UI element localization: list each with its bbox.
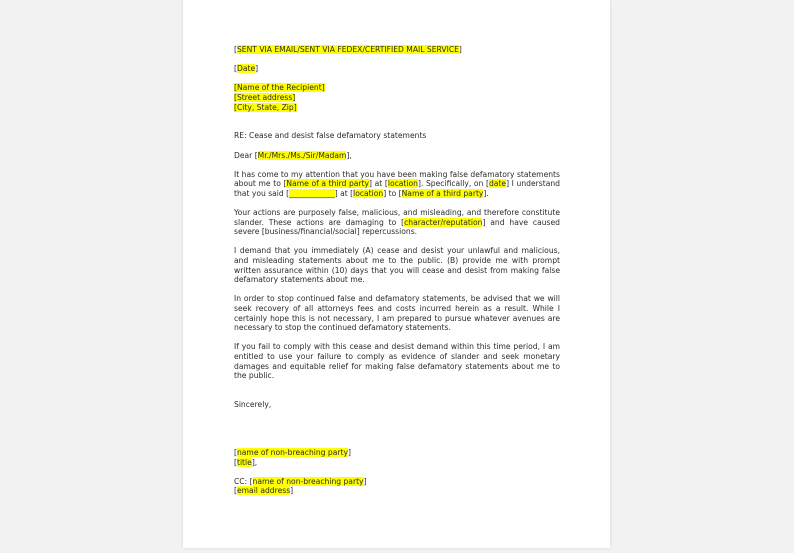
statement-blank-field: ____________ [289, 188, 335, 198]
paragraph-4: In order to stop continued false and defamatory statements, be advised that we will seek recovery of all attorneys fees and costs incurred herein as a result. While I certainly hope this is not necessary, I am prepared to pursue whatever avenues are necessary to stop the continued defamatory statements. [234, 294, 560, 333]
date-line: [Date] [234, 64, 259, 74]
street-address-line: [Street address] [234, 92, 296, 102]
recipient-name-line: [Name of the Recipient] [234, 83, 325, 93]
signer-name-field: name of non-breaching party [236, 447, 348, 457]
paragraph-5: If you fail to comply with this cease and desist demand within this time period, I am entitled to use your failure to comply as evidence of slander and seek monetary damages and equitable relief for making false defamatory statements about me to the public. [234, 342, 560, 381]
city-state-zip-line: [City, State, Zip] [234, 102, 297, 112]
street-address-field: Street address [236, 92, 293, 102]
signer-name-line: [name of non-breaching party] [234, 447, 351, 457]
recipient-name-field: Name of the Recipient [236, 83, 322, 93]
third-party-field: Name of a third party [286, 179, 370, 189]
delivery-line: [SENT VIA EMAIL/SENT VIA FEDEX/CERTIFIED MAIL SERVICE] [234, 45, 462, 54]
paragraph-3: I demand that you immediately (A) cease and desist your unlawful and malicious, and misleading statements about me to the public. (B) provide me with prompt written assurance within (10) days that you will cease and desist from making false defamatory statements about me. [234, 246, 560, 285]
document-page [183, 0, 610, 548]
letter-body [234, 45, 560, 496]
salutation: Dear [Mr./Mrs./Ms./Sir/Madam], [234, 150, 352, 160]
cc-name-field: name of non-breaching party [252, 476, 364, 486]
delivery-field: SENT VIA EMAIL/SENT VIA FEDEX/CERTIFIED MAIL SERVICE [236, 45, 459, 54]
email-line: [email address] [234, 486, 294, 496]
signer-title-line: [title], [234, 457, 258, 467]
email-field: email address [236, 486, 291, 496]
salutation-field: Mr./Mrs./Ms./Sir/Madam [257, 150, 347, 160]
date-field: Date [236, 64, 256, 74]
location-field-2: location [353, 188, 384, 198]
paragraph-2: Your actions are purposely false, malicious, and misleading, and therefore constitute slander. These actions are damaging to [character/reputation] and have caused severe [business/financial/social] repercussions. [234, 208, 560, 237]
date-inline-field: date [488, 179, 507, 189]
paragraph-1: It has come to my attention that you have been making false defamatory statements about me to [Name of a third party] at [location]. Specifically, on [date] I understand that you said [____________] at [location] to [Name of a third party]. [234, 169, 560, 198]
signer-title-field: title [236, 457, 252, 467]
city-state-zip-field: City, State, Zip [236, 102, 294, 112]
third-party-field-2: Name of a third party [401, 188, 484, 198]
closing: Sincerely, [234, 399, 272, 409]
character-reputation-field: character/reputation [404, 217, 483, 227]
cc-line: CC: [name of non-breaching party] [234, 476, 367, 486]
re-line: RE: Cease and desist false defamatory statements [234, 131, 427, 141]
location-field: location [387, 179, 418, 189]
